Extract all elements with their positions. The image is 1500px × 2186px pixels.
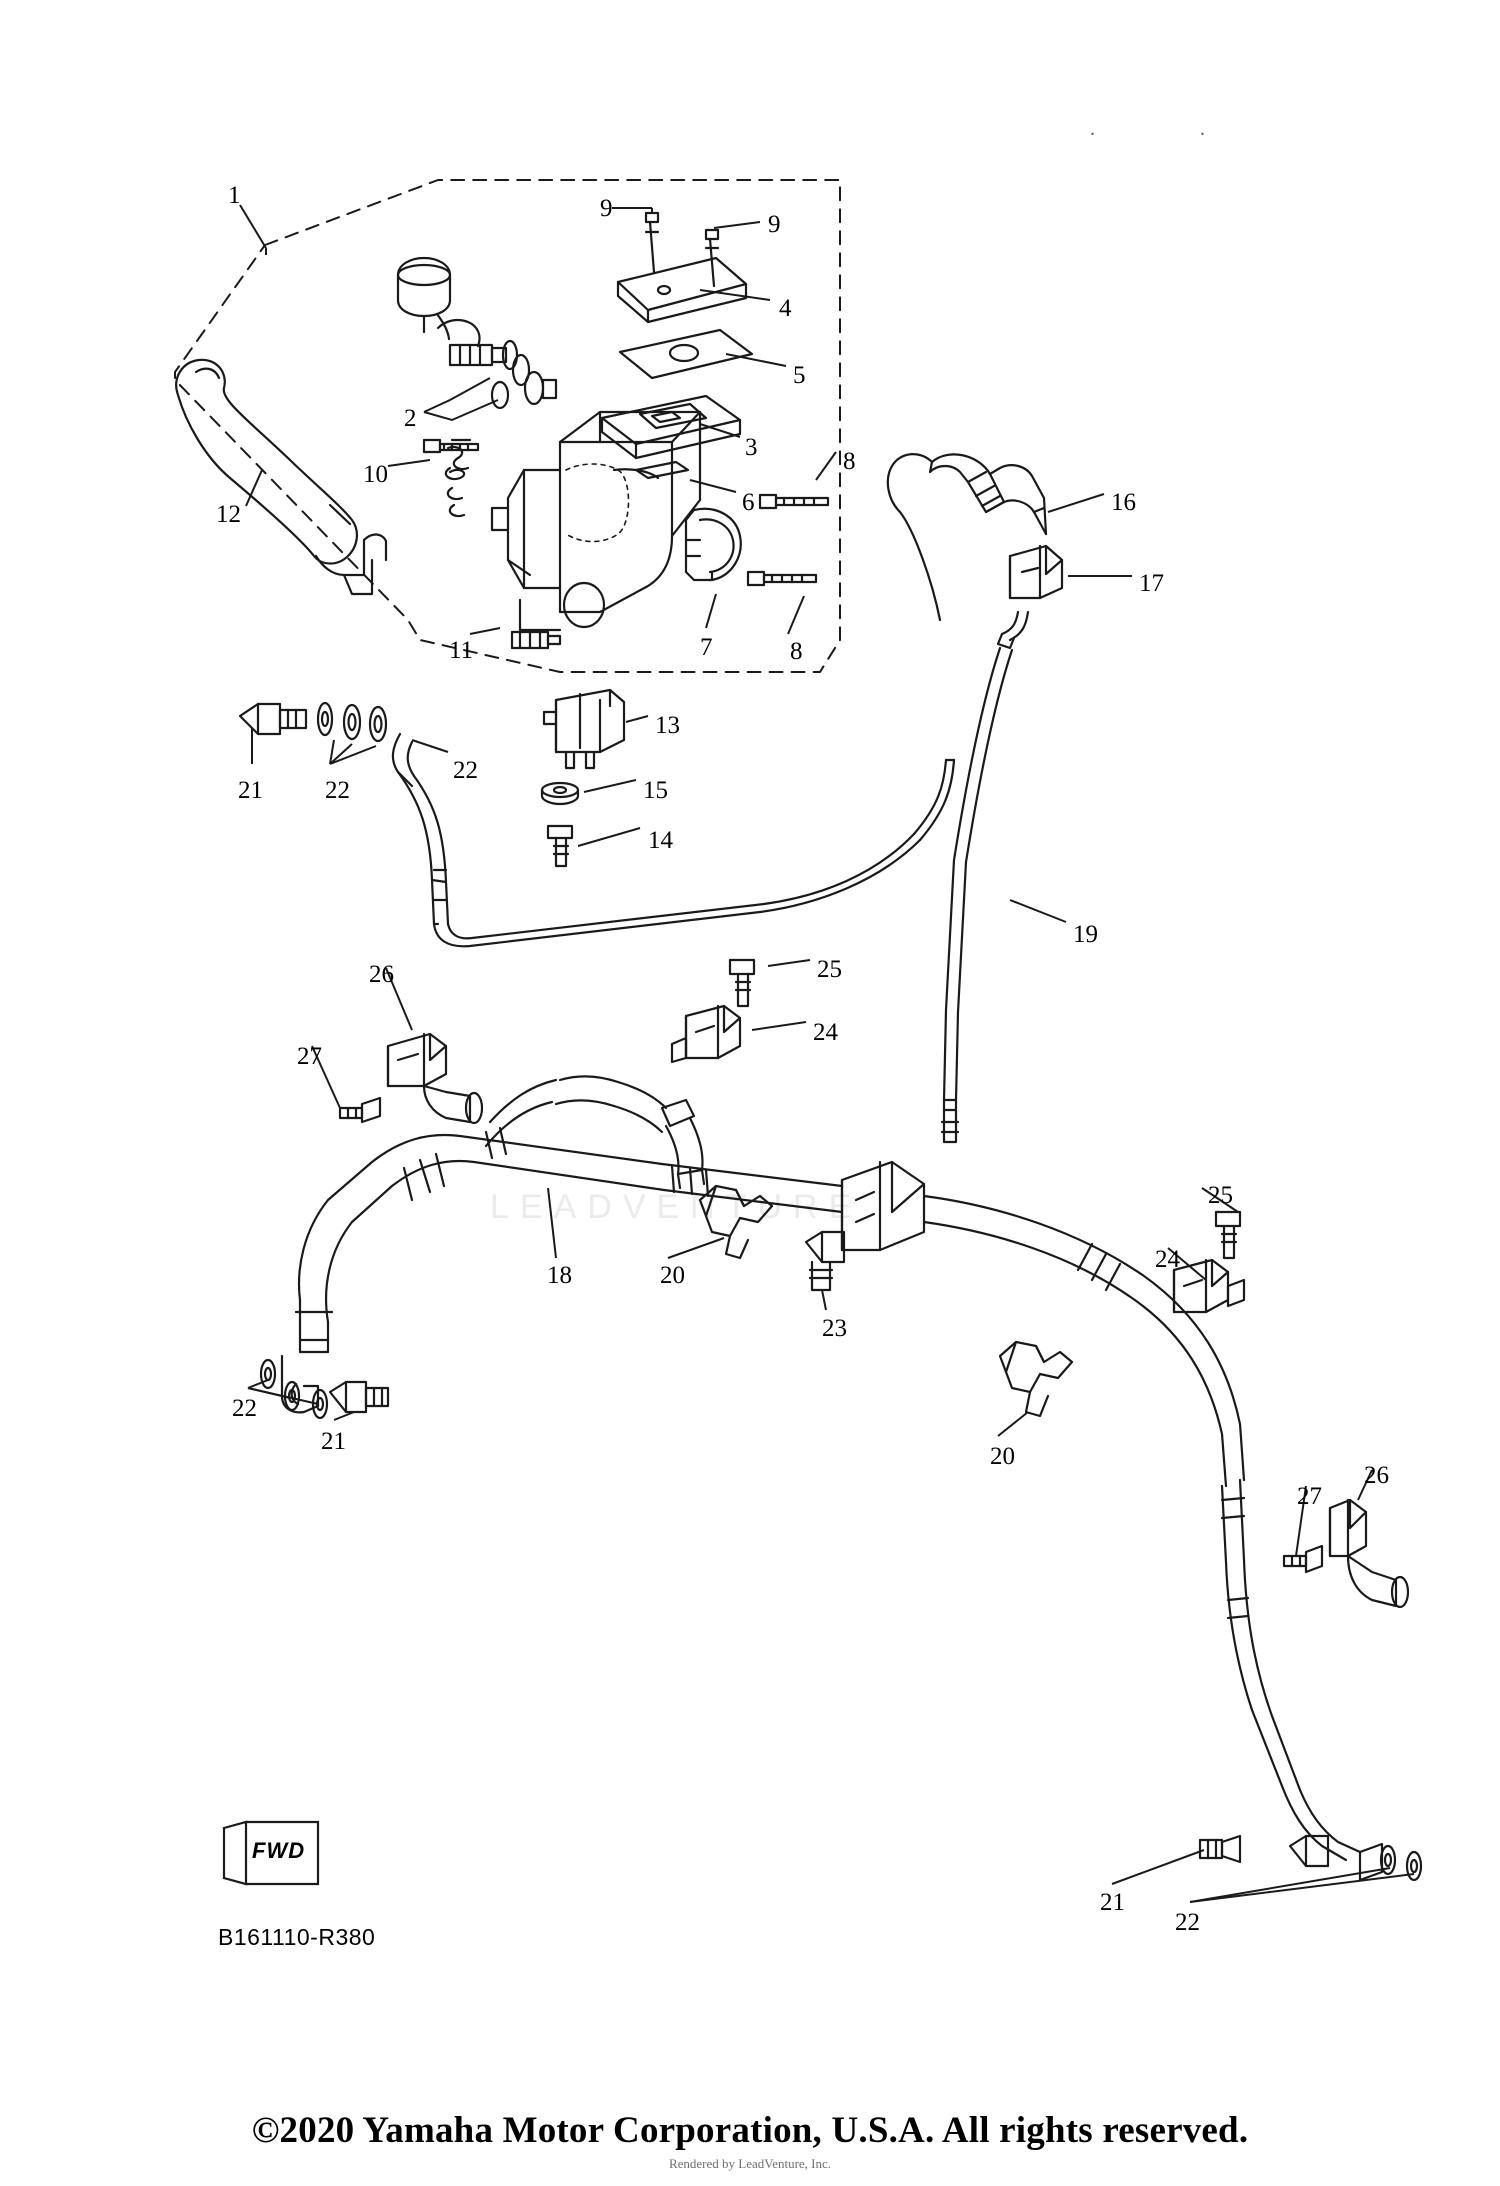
callout-20a: 20 (660, 1262, 685, 1289)
callout-8a: 8 (843, 448, 856, 475)
callout-3: 3 (745, 434, 758, 461)
callout-25a: 25 (817, 956, 842, 983)
callout-22b: 22 (453, 757, 478, 784)
callout-5: 5 (793, 362, 806, 389)
callout-26b: 26 (1364, 1462, 1389, 1489)
callout-6: 6 (742, 489, 755, 516)
callout-12: 12 (216, 501, 241, 528)
callout-8b: 8 (790, 638, 803, 665)
callout-9b: 9 (768, 211, 781, 238)
callout-1: 1 (228, 182, 241, 209)
callout-24b: 24 (1155, 1246, 1180, 1273)
callout-14: 14 (648, 827, 673, 854)
callout-23: 23 (822, 1315, 847, 1342)
watermark-text: LEADVENTURE (490, 1188, 863, 1226)
callout-27a: 27 (297, 1043, 322, 1070)
callout-19: 19 (1073, 921, 1098, 948)
callout-26a: 26 (369, 961, 394, 988)
callout-18: 18 (547, 1262, 572, 1289)
callout-25b: 25 (1208, 1182, 1233, 1209)
callout-27b: 27 (1297, 1483, 1322, 1510)
callout-2: 2 (404, 405, 417, 432)
callout-4: 4 (779, 295, 792, 322)
callout-15: 15 (643, 777, 668, 804)
callout-7: 7 (700, 634, 713, 661)
callout-11: 11 (449, 637, 474, 664)
callout-9a: 9 (600, 195, 613, 222)
callout-21b: 21 (321, 1428, 346, 1455)
callout-13: 13 (655, 712, 680, 739)
rendered-by-note: Rendered by LeadVenture, Inc. (668, 2156, 832, 2171)
copyright-notice: ©2020 Yamaha Motor Corporation, U.S.A. All rights reserved. (251, 2110, 1249, 2151)
callout-10: 10 (363, 461, 388, 488)
callout-17: 17 (1139, 570, 1164, 597)
callout-20b: 20 (990, 1443, 1015, 1470)
fwd-label: FWD (252, 1838, 306, 1863)
callout-16: 16 (1111, 489, 1136, 516)
decorative-dot-right: . (1200, 118, 1205, 140)
callout-24a: 24 (813, 1019, 838, 1046)
decorative-dot-left: . (1090, 118, 1095, 140)
callout-21a: 21 (238, 777, 263, 804)
diagram-code: B161110-R380 (218, 1924, 376, 1950)
callout-22a: 22 (325, 777, 350, 804)
callout-22d: 22 (1175, 1909, 1200, 1936)
callout-22c: 22 (232, 1395, 257, 1422)
callout-21c: 21 (1100, 1889, 1125, 1916)
